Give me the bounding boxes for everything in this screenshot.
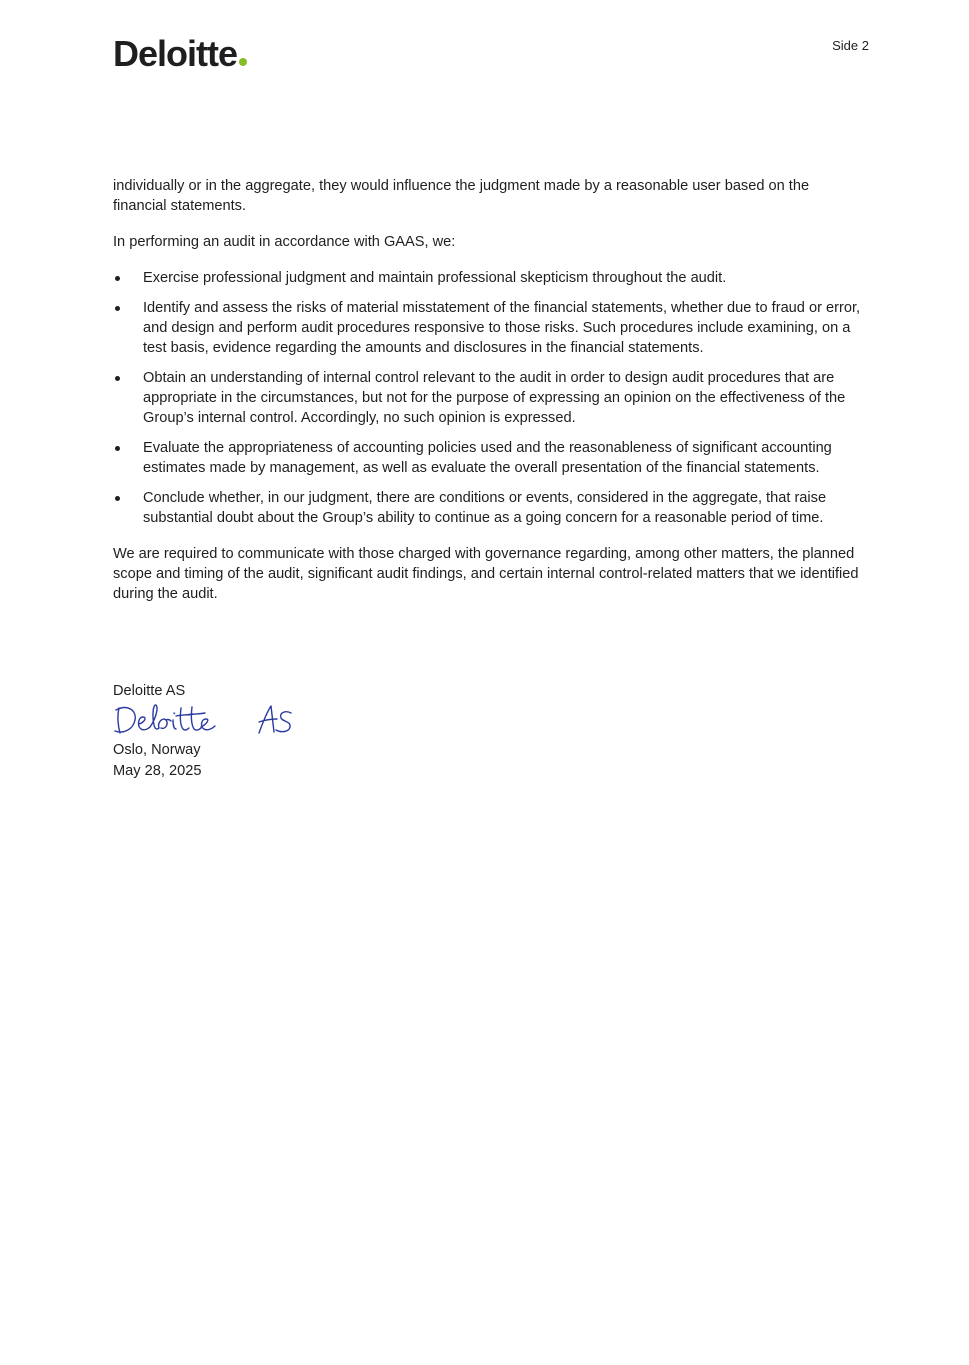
letter-body (113, 176, 865, 620)
list-item (113, 298, 865, 358)
list-item (113, 438, 865, 478)
list-item-text: Evaluate the appropriateness of accounting policies used and the reasonableness of significant accounting estimates made by management, as well as evaluate the overall presentation of the financial statements. (143, 440, 832, 476)
list-item (113, 368, 865, 428)
signature-block (113, 681, 303, 782)
list-item (113, 268, 865, 288)
list-item-text: Exercise professional judgment and maintain professional skepticism throughout the audit. (143, 270, 727, 286)
bullet-icon (115, 306, 120, 311)
handwritten-signature (113, 700, 303, 738)
list-item-text: Conclude whether, in our judgment, there are conditions or events, considered in the aggregate, that raise substantial doubt about the Group’s ability to continue as a going concern for a reasonable period of time. (143, 490, 827, 526)
logo-text: Deloitte (113, 33, 238, 74)
list-item (113, 488, 865, 528)
signing-firm: Deloitte AS (113, 683, 186, 699)
bullet-icon (115, 446, 120, 451)
bullet-icon (115, 496, 120, 501)
signature-text: Deloitte AS (113, 737, 118, 738)
deloitte-logo (113, 34, 247, 74)
paragraph-continuation: individually or in the aggregate, they would influence the judgment made by a reasonable user based on the financial statements. (113, 178, 810, 214)
procedures-list (113, 268, 865, 528)
list-item-text: Obtain an understanding of internal control relevant to the audit in order to design audit procedures that are appropriate in the circumstances, but not for the purpose of expressing an opinion on the effectiveness of the Group’s internal control. Accordingly, no such opinion is expressed. (143, 370, 846, 426)
paragraph-intro: In performing an audit in accordance with GAAS, we: (113, 234, 456, 250)
bullet-icon (115, 276, 120, 281)
bullet-icon (115, 376, 120, 381)
signing-location: Oslo, Norway (113, 742, 201, 758)
signing-date: May 28, 2025 (113, 763, 202, 779)
page-number: Side 2 (832, 38, 869, 53)
list-item-text: Identify and assess the risks of material misstatement of the financial statements, whether due to fraud or error, and design and perform audit procedures responsive to those risks. Such procedures include examining, on a test basis, evidence regarding the amounts and disclosures in the financial statements. (143, 300, 861, 356)
logo-green-dot (239, 58, 247, 66)
paragraph-closing: We are required to communicate with those charged with governance regarding, among other matters, the planned scope and timing of the audit, significant audit findings, and certain internal control-related matters that we identified during the audit. (113, 546, 859, 602)
